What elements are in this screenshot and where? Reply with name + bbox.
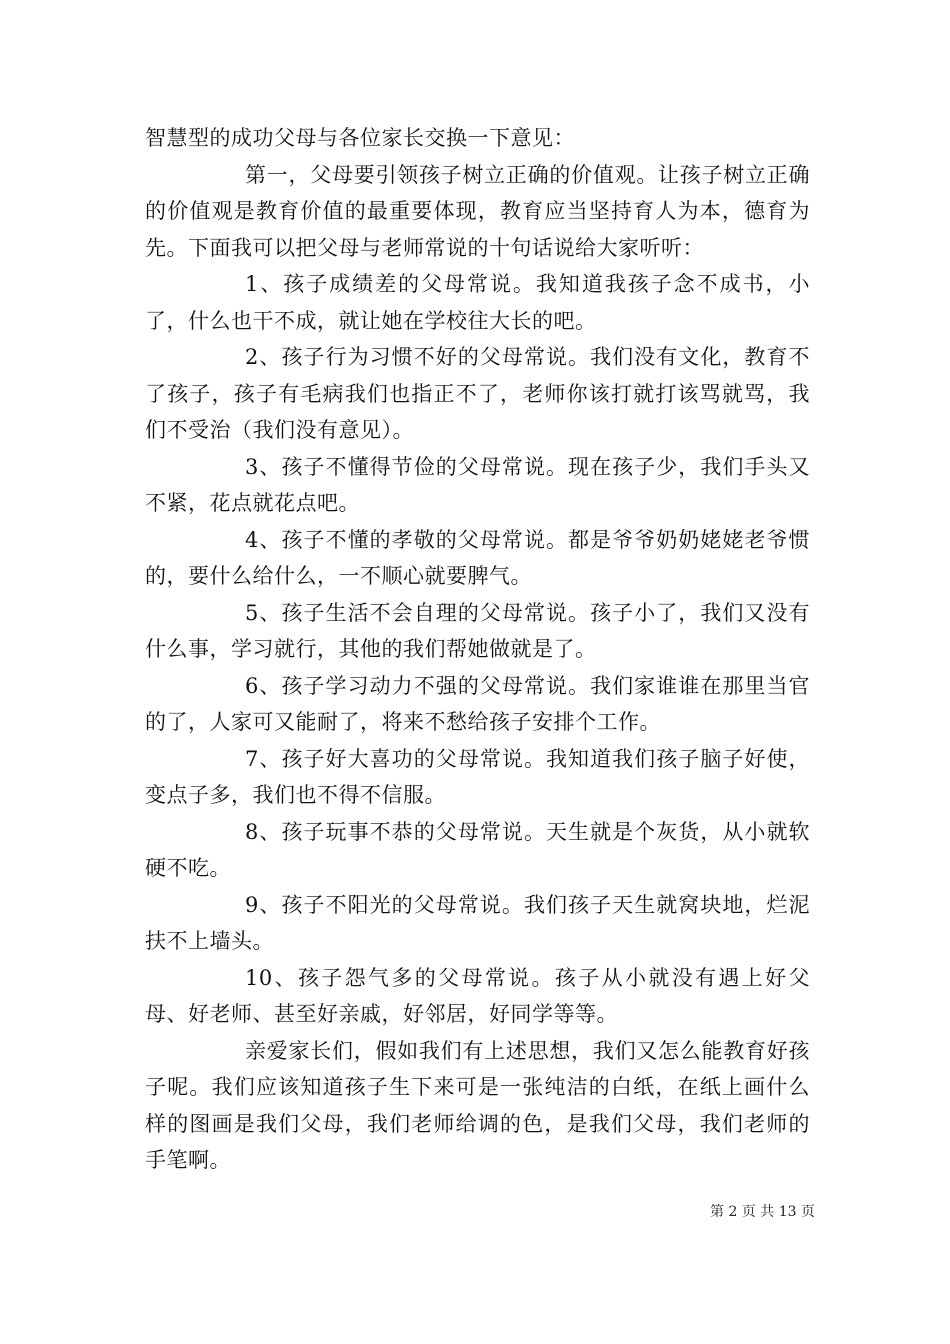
point-one-paragraph: 第一，父母要引领孩子树立正确的价值观。让孩子树立正确的价值观是教育价值的最重要体现，教育应当坚持育人为本，德育为先。下面我可以把父母与老师常说的十句话说给大家听听： <box>145 162 810 260</box>
closing-paragraph: 亲爱家长们，假如我们有上述思想，我们又怎么能教育好孩子呢。我们应该知道孩子生下来可是一张纯洁的白纸，在纸上画什么样的图画是我们父母，我们老师给调的色，是我们父母，我们老师的手笔啊。 <box>145 1038 810 1172</box>
saying-5-paragraph: 5、孩子生活不会自理的父母常说。孩子小了，我们又没有什么事，学习就行，其他的我们帮她做就是了。 <box>145 600 810 661</box>
saying-3-paragraph: 3、孩子不懂得节俭的父母常说。现在孩子少，我们手头又不紧，花点就花点吧。 <box>145 454 810 515</box>
page-number-footer: 第 2 页 共 13 页 <box>710 1204 815 1220</box>
saying-2-paragraph: 2、孩子行为习惯不好的父母常说。我们没有文化，教育不了孩子，孩子有毛病我们也指正不了，老师你该打就打该骂就骂，我们不受治（我们没有意见）。 <box>145 345 810 442</box>
intro-paragraph: 智慧型的成功父母与各位家长交换一下意见： <box>145 126 575 150</box>
saying-7-paragraph: 7、孩子好大喜功的父母常说。我知道我们孩子脑子好使，变点子多，我们也不得不信服。 <box>145 746 810 807</box>
document-body <box>145 120 810 1179</box>
saying-10-paragraph: 10、孩子怨气多的父母常说。孩子从小就没有遇上好父母、好老师、甚至好亲戚，好邻居，好同学等等。 <box>145 965 810 1026</box>
saying-1-paragraph: 1、孩子成绩差的父母常说。我知道我孩子念不成书，小了，什么也干不成，就让她在学校往大长的吧。 <box>145 272 810 333</box>
saying-9-paragraph: 9、孩子不阳光的父母常说。我们孩子天生就窝块地，烂泥扶不上墙头。 <box>145 892 810 953</box>
saying-8-paragraph: 8、孩子玩事不恭的父母常说。天生就是个灰货，从小就软硬不吃。 <box>145 819 810 880</box>
saying-6-paragraph: 6、孩子学习动力不强的父母常说。我们家谁谁在那里当官的了，人家可又能耐了，将来不愁给孩子安排个工作。 <box>145 673 810 734</box>
saying-4-paragraph: 4、孩子不懂的孝敬的父母常说。都是爷爷奶奶姥姥老爷惯的，要什么给什么，一不顺心就要脾气。 <box>145 527 810 588</box>
